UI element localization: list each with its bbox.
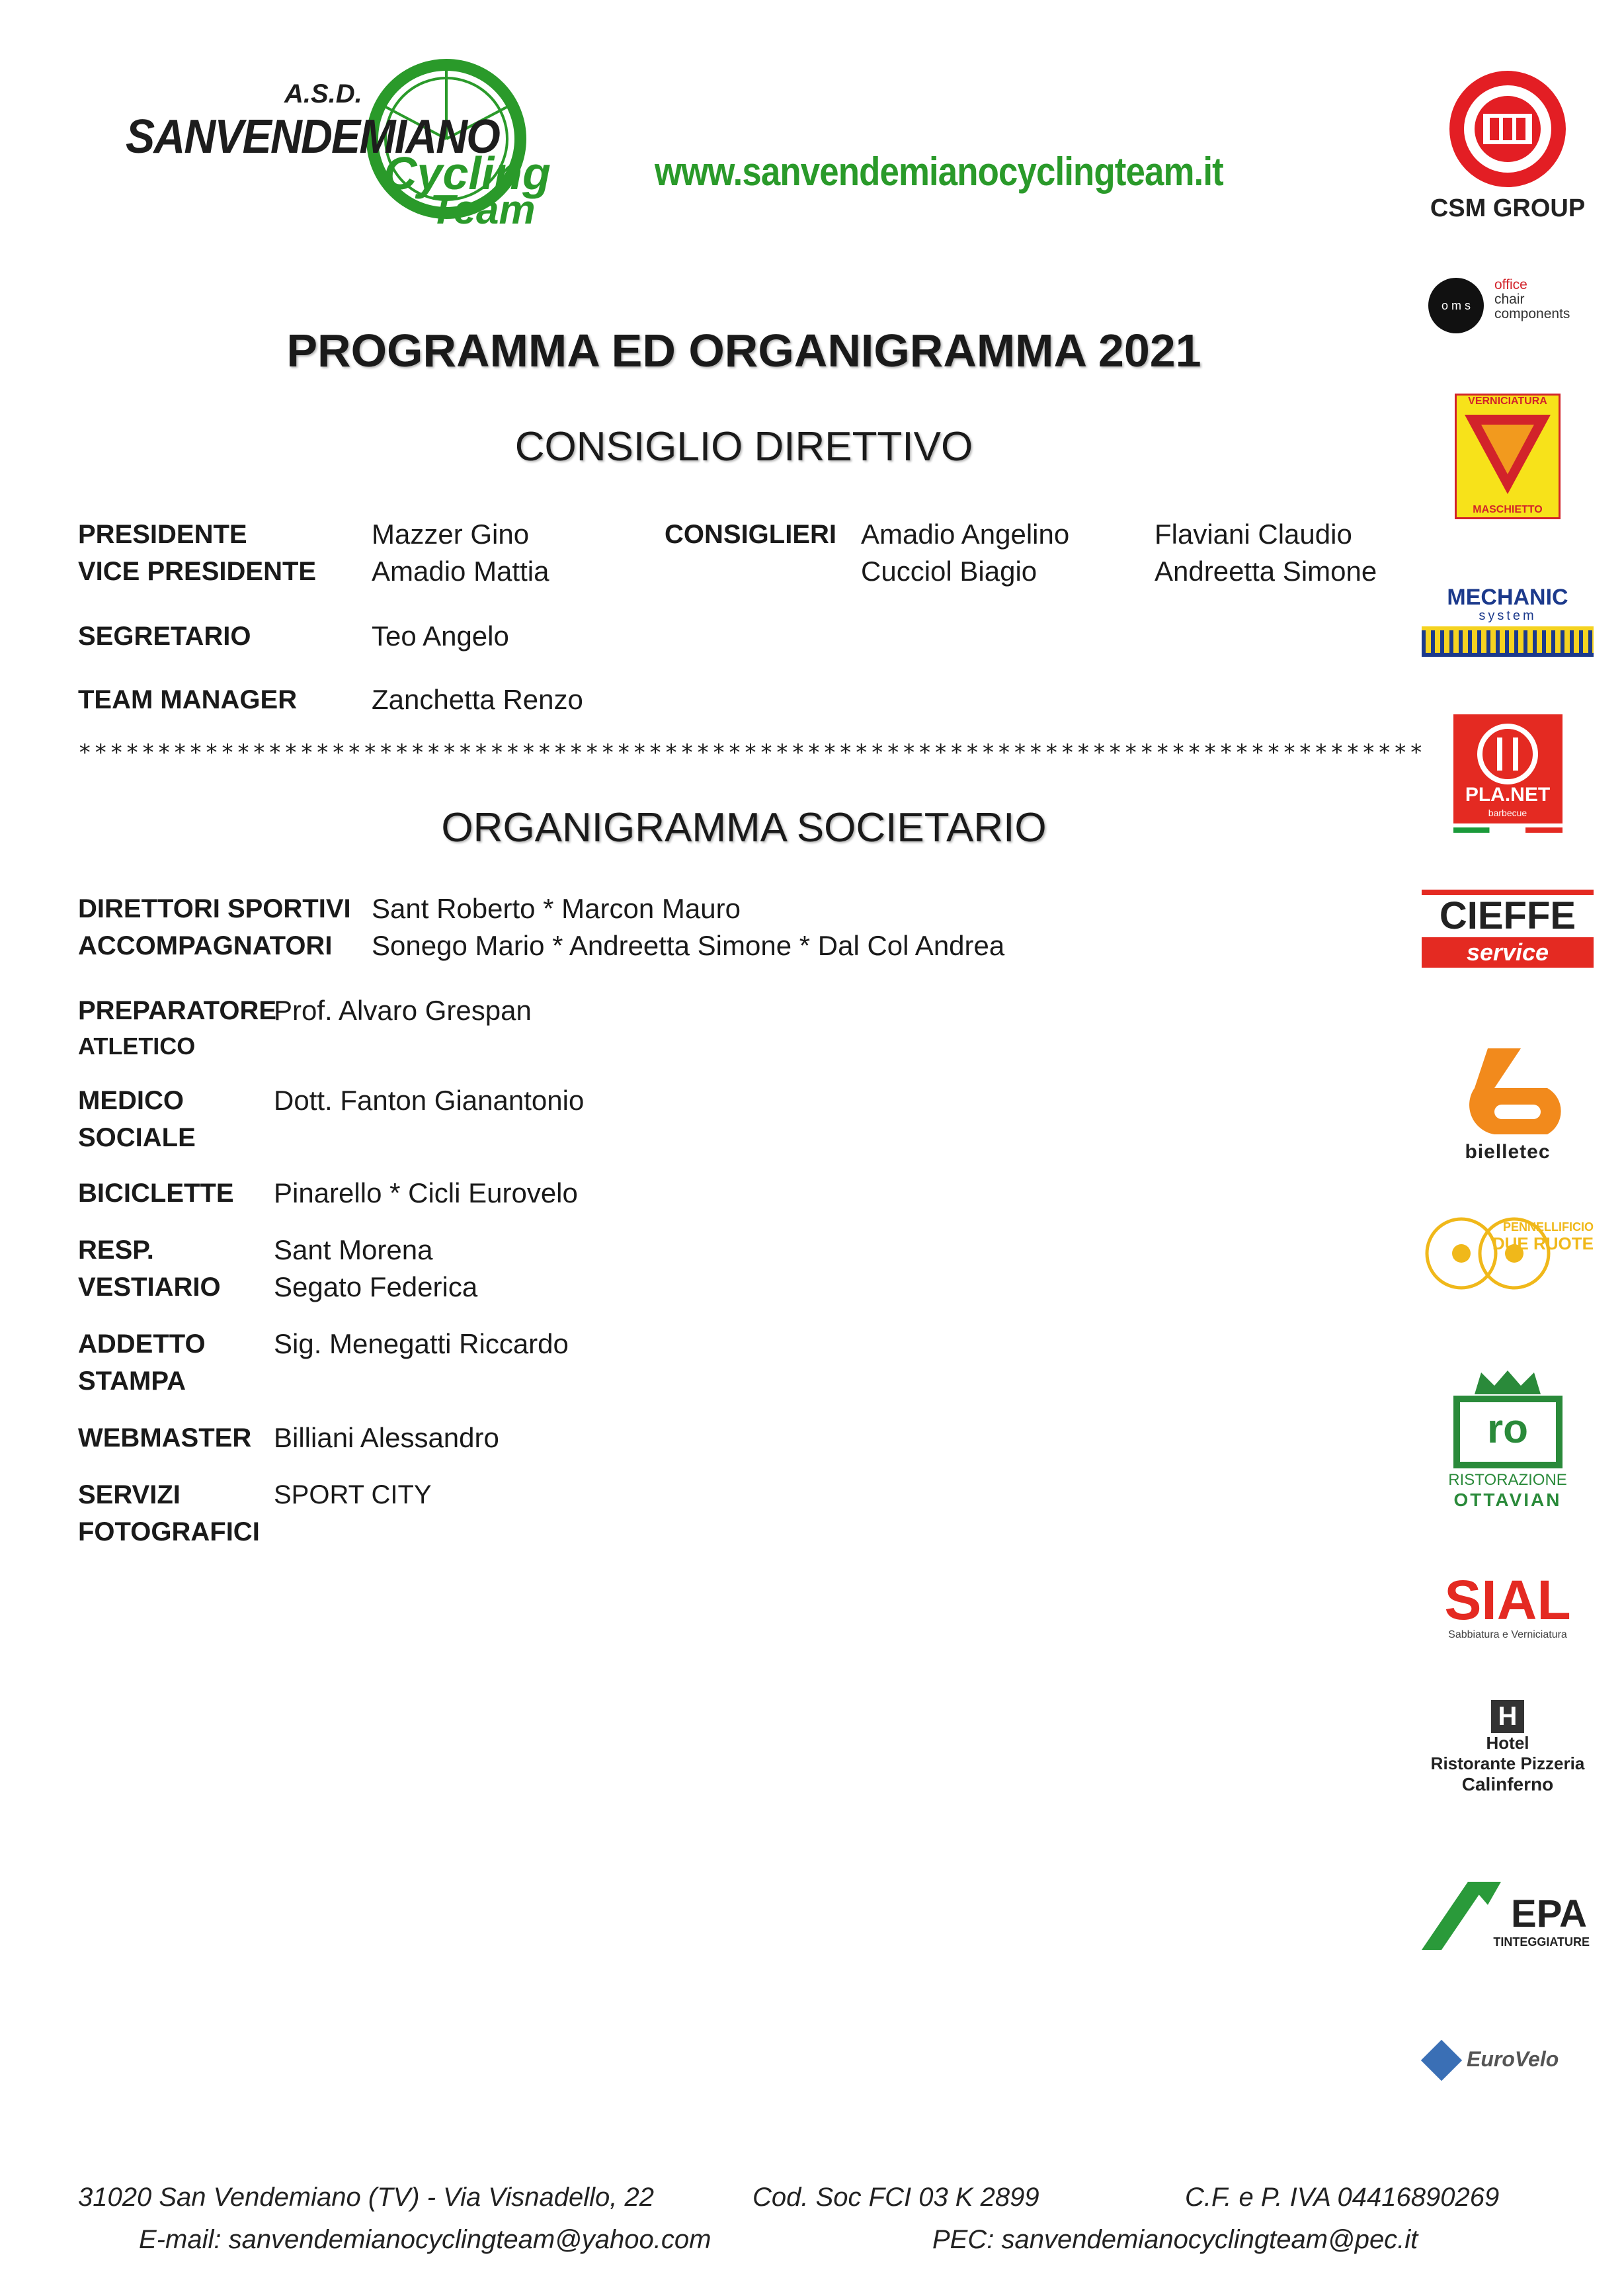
footer-email[interactable]: E-mail: sanvendemianocyclingteam@yahoo.com: [139, 2225, 711, 2254]
biciclette-label: BICICLETTE: [78, 1179, 234, 1208]
sponsor-oms: [1422, 278, 1594, 344]
bielletec-text: bielletec: [1465, 1141, 1551, 1163]
maschietto-bottom: MASCHIETTO: [1473, 504, 1543, 515]
hotel-line-2: Ristorante Pizzeria: [1430, 1753, 1585, 1773]
crown-icon: [1471, 1369, 1544, 1396]
footer-address: 31020 San Vendemiano (TV) - Via Visnadello, 22: [78, 2183, 654, 2212]
servizi-value: SPORT CITY: [274, 1480, 432, 1509]
hotel-icon: H: [1491, 1700, 1524, 1733]
hotel-line-3: Calinferno: [1461, 1774, 1554, 1794]
fork-knife-icon: [1475, 721, 1541, 787]
mechanic-text: MECHANIC: [1447, 585, 1568, 610]
presidente-label: PRESIDENTE: [78, 520, 247, 549]
servizi-label: SERVIZI: [78, 1480, 181, 1509]
preparatore-label-2: ATLETICO: [78, 1032, 196, 1060]
website-link[interactable]: www.sanvendemianocyclingteam.it: [655, 149, 1223, 194]
resp-value-2: Segato Federica: [274, 1271, 478, 1302]
oms-circle-icon: o m s: [1428, 278, 1484, 333]
sponsor-planet: [1422, 714, 1594, 833]
sponsor-bielletec: [1422, 1042, 1594, 1167]
mechanic-sub: system: [1479, 609, 1537, 623]
preparatore-value: Prof. Alvaro Grespan: [274, 995, 532, 1026]
board-heading: CONSIGLIO DIRETTIVO: [514, 424, 973, 470]
webmaster-label: WEBMASTER: [78, 1423, 252, 1453]
resp-value-1: Sant Morena: [274, 1234, 433, 1265]
footer-pec[interactable]: PEC: sanvendemianocyclingteam@pec.it: [932, 2225, 1418, 2254]
vice-label: VICE PRESIDENTE: [78, 557, 317, 586]
logo-cycling: Cycling: [384, 147, 551, 199]
planet-sub: barbecue: [1488, 808, 1527, 818]
sponsor-ottavian: [1422, 1369, 1594, 1515]
resp-label-2: VESTIARIO: [78, 1273, 221, 1302]
ro-text: ro: [1487, 1406, 1528, 1452]
oms-text-3: components: [1494, 306, 1570, 321]
oms-text-2: chair: [1494, 292, 1525, 307]
accompagnatori-value: Sonego Mario * Andreetta Simone * Dal Col Andrea: [372, 930, 1005, 961]
sponsor-csm: [1422, 66, 1594, 225]
segretario-value: Teo Angelo: [372, 620, 509, 652]
dueruote-top: PENNELLIFICIO: [1502, 1220, 1594, 1234]
bielletec-logo-icon: [1448, 1042, 1567, 1141]
oms-text-1: office: [1494, 277, 1527, 292]
italy-flag-stripe: [1453, 827, 1563, 833]
biciclette-value: Pinarello * Cicli Eurovelo: [274, 1177, 578, 1208]
consiglieri-label: CONSIGLIERI: [665, 520, 837, 549]
mechanic-bar: [1422, 626, 1594, 657]
ristorazione-text: RISTORAZIONE: [1448, 1471, 1567, 1489]
addetto-label-2: STAMPA: [78, 1367, 186, 1396]
consigliere-3: Flaviani Claudio: [1155, 519, 1352, 550]
manager-value: Zanchetta Renzo: [372, 684, 583, 715]
accompagnatori-label: ACCOMPAGNATORI: [78, 931, 333, 960]
eurovelo-text: EuroVelo: [1467, 2047, 1559, 2071]
separator-line: *************************************************************************************: [78, 739, 1426, 766]
segretario-label: SEGRETARIO: [78, 622, 251, 651]
direttori-value: Sant Roberto * Marcon Mauro: [372, 893, 741, 924]
cieffe-text: CIEFFE: [1439, 894, 1576, 937]
epa-sub: TINTEGGIATURE: [1493, 1935, 1590, 1949]
resp-label: RESP.: [78, 1236, 154, 1265]
manager-label: TEAM MANAGER: [78, 685, 298, 714]
ottavian-box: [1453, 1396, 1563, 1468]
presidente-value: Mazzer Gino: [372, 519, 530, 550]
addetto-label: ADDETTO: [78, 1329, 206, 1359]
logo-team: Team: [430, 187, 536, 233]
eurovelo-badge-icon: [1421, 2040, 1462, 2081]
preparatore-label: PREPARATORE: [78, 996, 277, 1025]
ottavian-text: OTTAVIAN: [1453, 1490, 1562, 1510]
maschietto-top: VERNICIATURA: [1468, 396, 1547, 407]
sponsor-eurovelo: [1422, 2041, 1594, 2080]
footer-codsoc: Cod. Soc FCI 03 K 2899: [752, 2183, 1039, 2212]
sial-sub: Sabbiatura e Verniciatura: [1448, 1629, 1567, 1640]
medico-value: Dott. Fanton Gianantonio: [274, 1085, 585, 1116]
sial-text: SIAL: [1444, 1569, 1571, 1631]
addetto-value: Sig. Menegatti Riccardo: [274, 1328, 569, 1359]
org-heading: ORGANIGRAMMA SOCIETARIO: [441, 805, 1047, 851]
csm-text: CSM GROUP: [1430, 194, 1586, 222]
epa-text: EPA: [1511, 1892, 1587, 1935]
sponsor-calinferno: [1422, 1700, 1594, 1799]
team-logo: [126, 53, 575, 238]
sponsor-cieffe: [1422, 890, 1594, 976]
logo-asd: A.S.D.: [284, 79, 362, 108]
sponsor-mechanic: [1422, 585, 1594, 658]
sponsor-sial: [1422, 1571, 1594, 1644]
cieffe-sub: service: [1422, 937, 1594, 968]
triangle-icon: [1461, 411, 1554, 497]
hotel-line-1: Hotel: [1486, 1733, 1529, 1753]
planet-text: PLA.NET: [1465, 784, 1551, 806]
logo-name: SANVENDEMIANO: [126, 110, 499, 163]
dueruote-text: DUE RUOTE: [1492, 1234, 1594, 1253]
servizi-label-2: FOTOGRAFICI: [78, 1517, 260, 1546]
vice-value: Amadio Mattia: [372, 556, 549, 587]
consigliere-2: Cucciol Biagio: [861, 556, 1037, 587]
page-title: PROGRAMMA ED ORGANIGRAMMA 2021: [286, 325, 1201, 376]
direttori-label: DIRETTORI SPORTIVI: [78, 894, 351, 923]
sponsor-epa: [1422, 1878, 1594, 1964]
sponsor-dueruote: [1422, 1214, 1594, 1293]
csm-logo-icon: [1445, 66, 1570, 192]
webmaster-value: Billiani Alessandro: [274, 1422, 499, 1453]
medico-label-2: SOCIALE: [78, 1123, 196, 1152]
sponsor-maschietto: [1422, 394, 1594, 519]
medico-label: MEDICO: [78, 1086, 184, 1115]
consigliere-1: Amadio Angelino: [861, 519, 1070, 550]
consigliere-4: Andreetta Simone: [1155, 556, 1377, 587]
footer-iva: C.F. e P. IVA 04416890269: [1185, 2183, 1500, 2212]
